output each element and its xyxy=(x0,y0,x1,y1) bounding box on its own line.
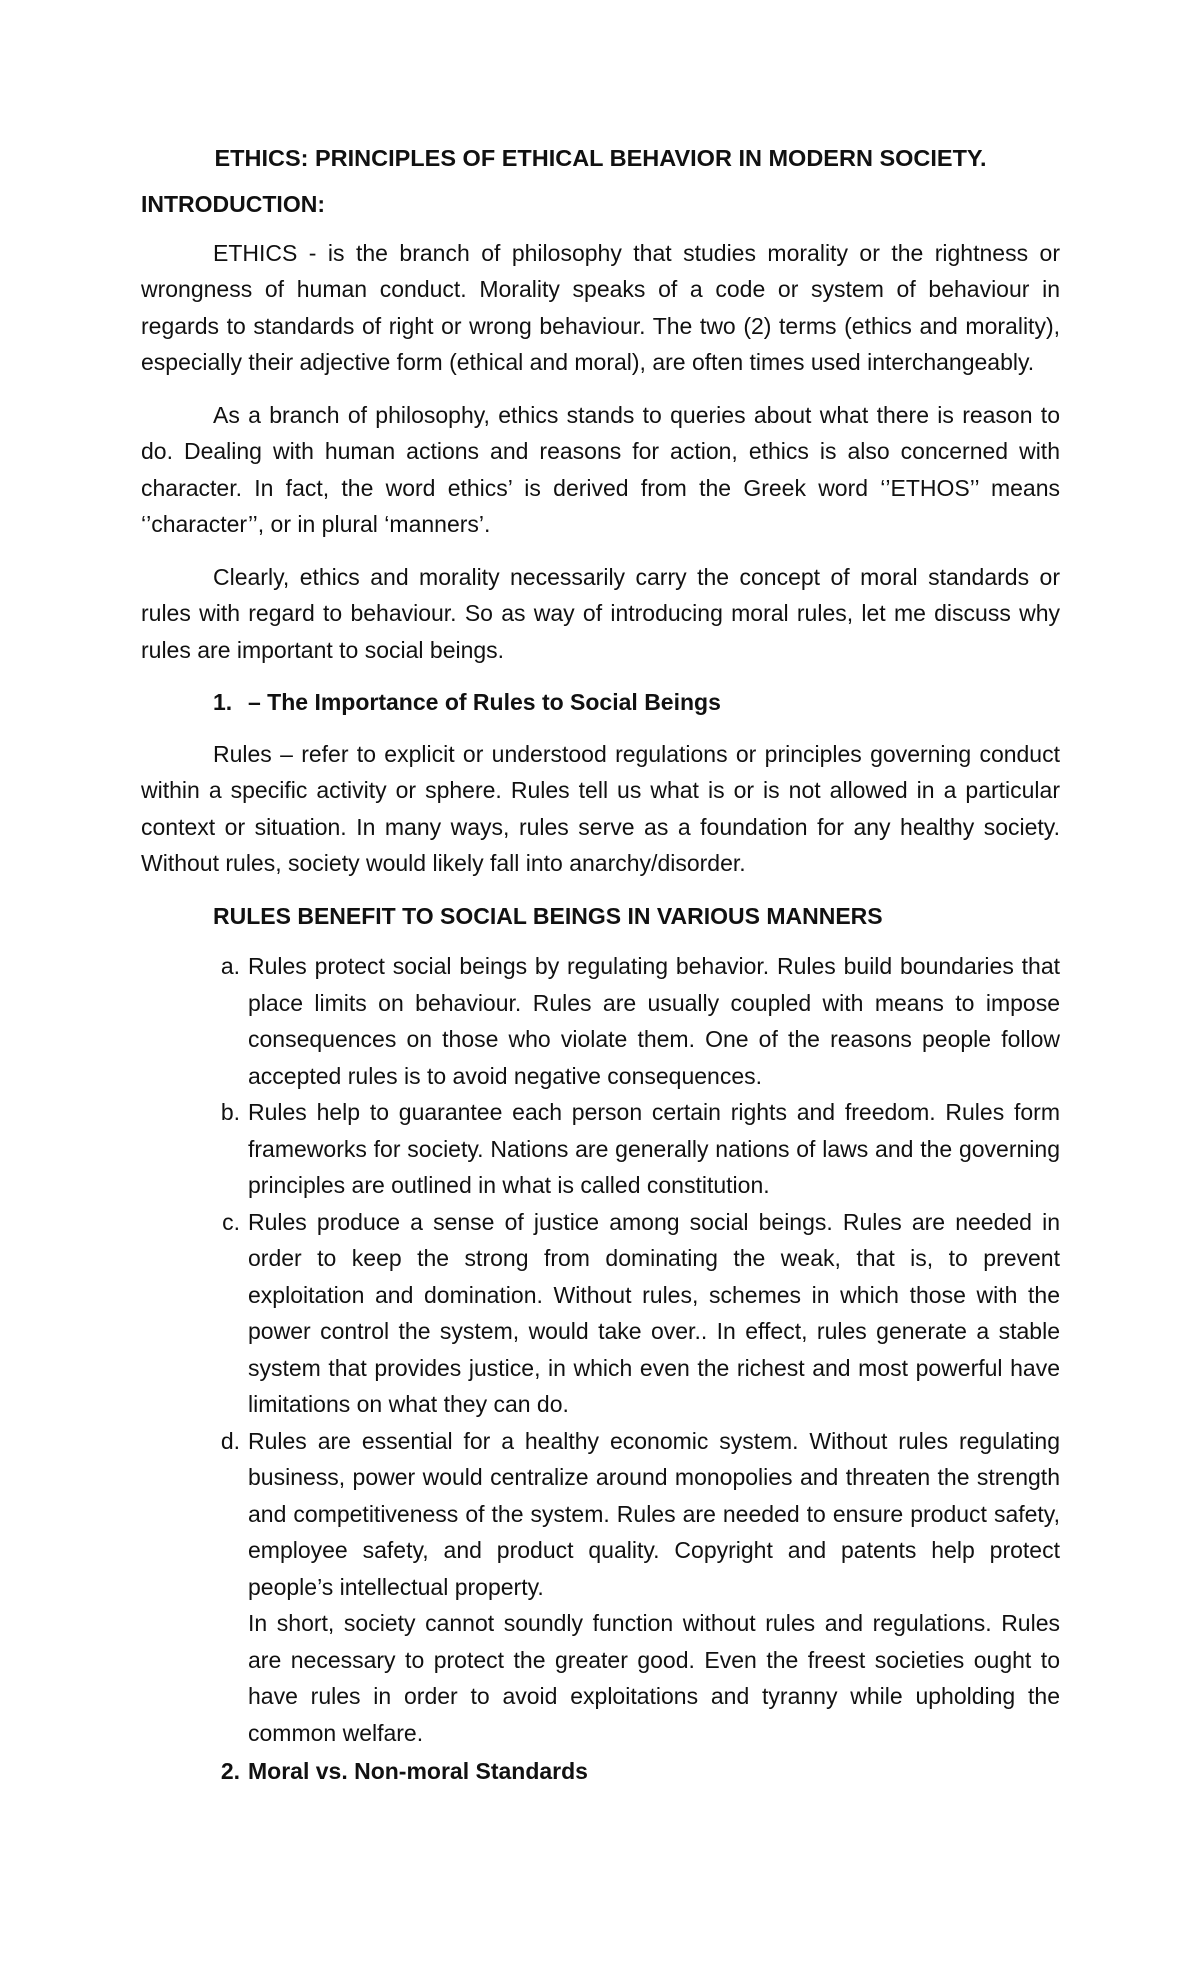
document-title: ETHICS: PRINCIPLES OF ETHICAL BEHAVIOR IN MODERN SOCIETY. xyxy=(214,145,987,171)
section-1-number: 1. xyxy=(213,689,233,715)
list-item xyxy=(141,1094,1060,1204)
list-item xyxy=(141,1204,1060,1423)
section-1-heading xyxy=(141,684,1060,721)
list-item xyxy=(141,1423,1060,1606)
intro-paragraph-1: ETHICS - is the branch of philosophy that studies morality or the rightness or wrongness of human conduct. Morality speaks of a code or system of behaviour in regards to standards of right or wrong behaviour. The two (2) terms (ethics and morality), especially their adjective form (ethical and moral), are often times used interchangeably. xyxy=(141,239,1060,375)
rules-definition-paragraph: Rules – refer to explicit or understood regulations or principles governing conduct within a specific activity or sphere. Rules tell us what is or is not allowed in a particular context or situation. In many ways, rules serve as a foundation for any healthy society. Without rules, society would likely fall into anarchy/disorder. xyxy=(141,740,1060,876)
list-item-marker: c. xyxy=(222,1208,240,1235)
intro-paragraph-3: Clearly, ethics and morality necessarily carry the concept of moral standards or rules with regard to behaviour. So as way of introducing moral rules, let me discuss why rules are important to social beings. xyxy=(141,563,1060,663)
list-item-marker: d. xyxy=(220,1427,240,1454)
rules-summary-paragraph: In short, society cannot soundly function without rules and regulations. Rules are necessary to protect the greater good. Even the freest societies ought to have rules in order to avoid exploitations and tyranny while upholding the common welfare. xyxy=(248,1610,1060,1746)
list-item xyxy=(141,948,1060,1094)
list-item-text: Rules help to guarantee each person certain rights and freedom. Rules form frameworks for society. Nations are generally nations of laws and the governing principles are outlined in what is called constitution. xyxy=(248,1099,1060,1198)
section-2-number: 2. xyxy=(220,1758,240,1784)
rules-benefit-list xyxy=(141,948,1060,1605)
section-2-heading xyxy=(141,1753,1060,1790)
introduction-label: INTRODUCTION: xyxy=(141,191,325,217)
list-item-text: Rules protect social beings by regulating behavior. Rules build boundaries that place limits on behaviour. Rules are usually coupled with means to impose consequences on those who violate them. One of the reasons people follow accepted rules is to avoid negative consequences. xyxy=(248,953,1060,1089)
list-item-marker: a. xyxy=(220,953,240,979)
section-1-title: – The Importance of Rules to Social Beings xyxy=(248,689,721,715)
list-item-marker: b. xyxy=(220,1099,240,1125)
intro-paragraph-2: As a branch of philosophy, ethics stands to queries about what there is reason to do. Dealing with human actions and reasons for action, ethics is also concerned with character. In fact, the word ethics’ is derived from the Greek word ‘’ETHOS’’ means ‘’character’’, or in plural ‘manners’. xyxy=(141,401,1060,537)
section-2-title: Moral vs. Non-moral Standards xyxy=(248,1758,588,1784)
document-page xyxy=(141,140,1060,1790)
list-item-text: Rules produce a sense of justice among social beings. Rules are needed in order to keep the strong from dominating the weak, that is, to prevent exploitation and domination. Without rules, schemes in which those with the power control the system, would take over.. In effect, rules generate a stable system that provides justice, in which even the richest and most powerful have limitations on what they can do. xyxy=(248,1208,1060,1417)
rules-benefit-heading: RULES BENEFIT TO SOCIAL BEINGS IN VARIOUS MANNERS xyxy=(213,902,883,929)
list-item-text: Rules are essential for a healthy economic system. Without rules regulating business, power would centralize around monopolies and threaten the strength and competitiveness of the system. Rules are needed to ensure product safety, employee safety, and product quality. Copyright and patents help protect people’s intellectual property. xyxy=(248,1427,1060,1600)
